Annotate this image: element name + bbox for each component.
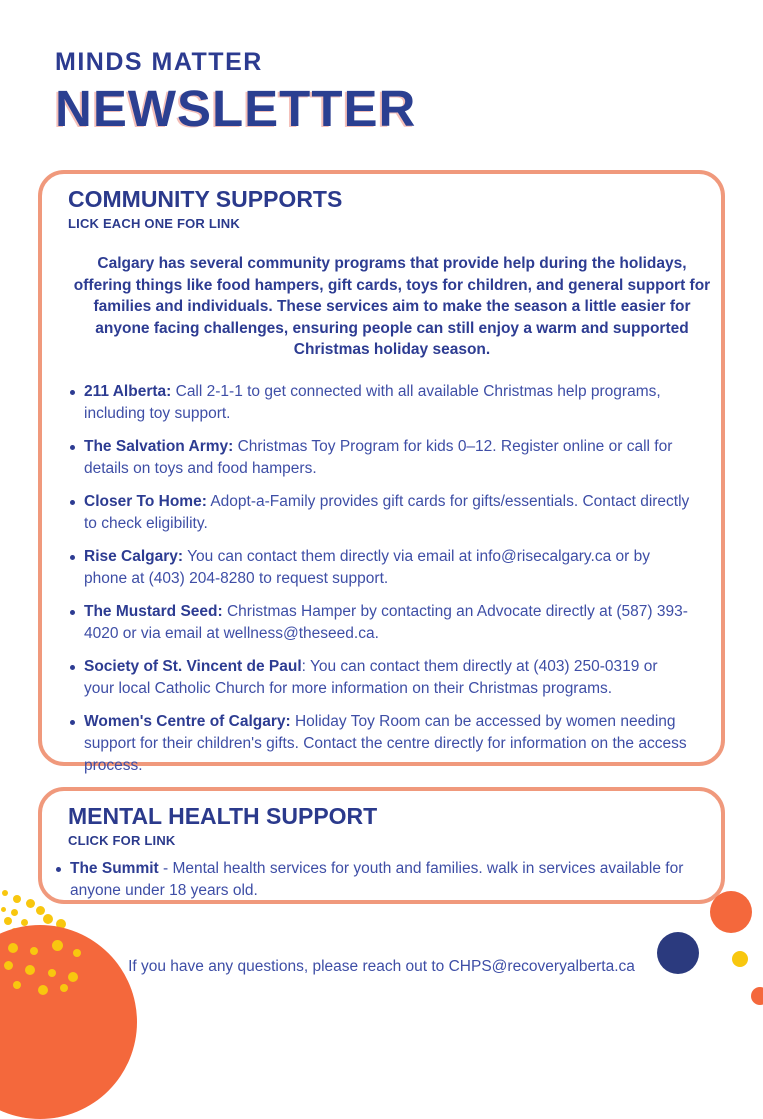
resource-text xyxy=(84,711,691,777)
resource-list-item xyxy=(68,711,691,777)
mental-resource-list xyxy=(54,858,691,902)
resource-description: Call 2-1-1 to get connected with all available Christmas help programs, including toy support. xyxy=(84,382,661,422)
decorative-dot xyxy=(52,940,63,951)
decorative-dot xyxy=(2,890,8,896)
resource-list-item xyxy=(68,381,691,425)
mental-card-subtitle: CLICK FOR LINK xyxy=(68,833,176,848)
resource-link[interactable]: The Summit xyxy=(70,860,159,877)
decorative-dot xyxy=(48,969,56,977)
decorative-dot xyxy=(25,965,35,975)
decorative-navy-circle xyxy=(657,932,699,974)
resource-list-item xyxy=(68,546,691,590)
resource-description: Christmas Toy Program for kids 0–12. Register online or call for details on toys and food hampers. xyxy=(84,437,673,477)
resource-link[interactable]: 211 Alberta: xyxy=(84,382,172,400)
community-resource-list xyxy=(68,381,691,777)
resource-list-item xyxy=(68,601,691,645)
decorative-orange-circle xyxy=(710,891,752,933)
resource-text xyxy=(84,656,691,700)
decorative-dot xyxy=(13,895,21,903)
resource-link[interactable]: The Salvation Army: xyxy=(84,437,234,455)
decorative-dot xyxy=(4,961,13,970)
resource-text xyxy=(84,381,691,425)
resource-text xyxy=(84,436,691,480)
resource-text xyxy=(84,601,691,645)
community-card-subtitle: LICK EACH ONE FOR LINK xyxy=(68,216,240,231)
bullet-icon xyxy=(56,867,61,872)
decorative-dot xyxy=(38,985,48,995)
decorative-dot xyxy=(11,909,18,916)
resource-description: Holiday Toy Room can be accessed by women needing support for their children's gifts. Contact the centre directly for information on the access process. xyxy=(84,712,687,774)
resource-text xyxy=(84,546,691,590)
community-supports-card xyxy=(38,170,725,774)
resource-link[interactable]: The Mustard Seed: xyxy=(84,602,223,620)
resource-list-item xyxy=(54,858,691,902)
newsletter-kicker: MINDS MATTER xyxy=(55,48,263,76)
decorative-dot xyxy=(36,906,45,915)
resource-list-item xyxy=(68,656,691,700)
resource-description: Adopt-a-Family provides gift cards for gifts/essentials. Contact directly to check eligibility. xyxy=(84,492,690,532)
bullet-icon xyxy=(70,665,75,670)
decorative-dot xyxy=(30,947,38,955)
decorative-dot xyxy=(26,899,35,908)
footer-contact-text: If you have any questions, please reach out to CHPS@recoveryalberta.ca xyxy=(128,958,635,975)
decorative-orange-blob xyxy=(0,925,137,1119)
resource-description: You can contact them directly via email at info@risecalgary.ca or by phone at (403) 204-8280 to request support. xyxy=(84,547,650,587)
newsletter-header xyxy=(55,48,416,138)
bullet-icon xyxy=(70,445,75,450)
resource-link[interactable]: Closer To Home: xyxy=(84,492,207,510)
resource-link[interactable]: Society of St. Vincent de Paul xyxy=(84,657,302,675)
decorative-dot xyxy=(8,943,18,953)
resource-link[interactable]: Women's Centre of Calgary: xyxy=(84,712,291,730)
bullet-icon xyxy=(70,720,75,725)
bullet-icon xyxy=(70,390,75,395)
mental-health-support-card xyxy=(38,787,725,904)
page-title: NEWSLETTER xyxy=(55,80,417,137)
resource-description: - Mental health services for youth and families. walk in services available for anyone under 18 years old. xyxy=(70,860,684,899)
community-card-title: COMMUNITY SUPPORTS xyxy=(68,186,343,212)
resource-description: Christmas Hamper by contacting an Advocate directly at (587) 393-4020 or via email at wellness@theseed.ca. xyxy=(84,602,688,642)
resource-text xyxy=(70,858,691,902)
decorative-orange-sliver xyxy=(751,987,763,1005)
resource-list-item xyxy=(68,491,691,535)
decorative-dot xyxy=(4,917,12,925)
decorative-dot xyxy=(73,949,81,957)
bullet-icon xyxy=(70,555,75,560)
bullet-icon xyxy=(70,500,75,505)
decorative-yellow-dot xyxy=(732,951,748,967)
decorative-dot xyxy=(68,972,78,982)
bullet-icon xyxy=(70,610,75,615)
resource-text xyxy=(84,491,691,535)
decorative-dot xyxy=(13,981,21,989)
decorative-dot xyxy=(1,907,6,912)
resource-link[interactable]: Rise Calgary: xyxy=(84,547,184,565)
mental-card-title: MENTAL HEALTH SUPPORT xyxy=(68,803,378,829)
resource-list-item xyxy=(68,436,691,480)
resource-description: : You can contact them directly at (403) 250-0319 or your local Catholic Church for more information on their Christmas programs. xyxy=(84,657,658,697)
community-intro-paragraph: Calgary has several community programs that provide help during the holidays, offering things like food hampers, gift cards, toys for children, and general support for families and individuals. These services aim to make the season a little easier for anyone facing challenges, ensuring people can still enjoy a warm and supported Christmas holiday season. xyxy=(73,255,711,358)
decorative-dot xyxy=(43,914,53,924)
